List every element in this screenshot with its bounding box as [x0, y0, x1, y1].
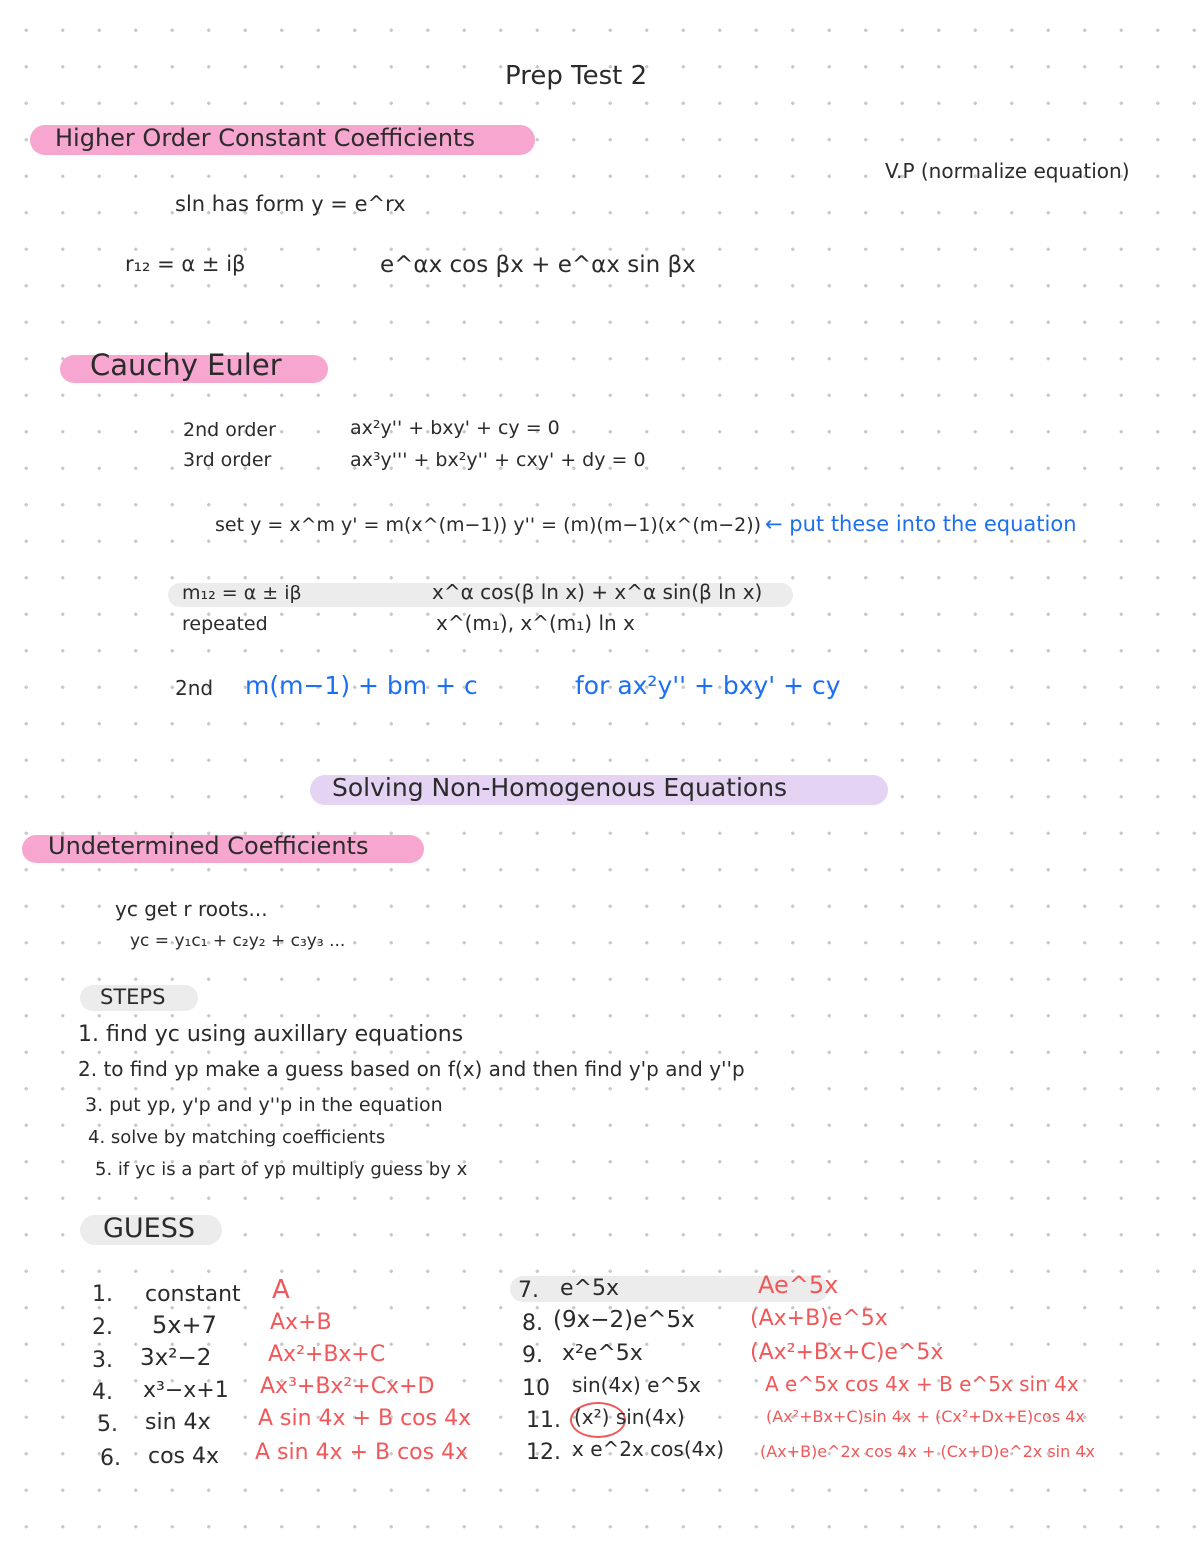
- guess-row-3-function: 3x²−2: [140, 1345, 212, 1371]
- guess-row-5-number: 5.: [97, 1412, 118, 1437]
- heading-undetermined: Undetermined Coefficients: [48, 832, 369, 860]
- aux-label: 2nd: [175, 676, 214, 700]
- guess-row-10-guess: A e^5x cos 4x + B e^5x sin 4x: [765, 1372, 1079, 1396]
- guess-row-12-function: x e^2x cos(4x): [572, 1437, 724, 1461]
- guess-row-8-number: 8.: [522, 1311, 543, 1336]
- complex-roots: r₁₂ = α ± iβ: [125, 252, 246, 276]
- page-title: Prep Test 2: [505, 61, 648, 91]
- guess-row-5-function: sin 4x: [145, 1410, 211, 1435]
- ce-repeated-solution: x^(m₁), x^(m₁) ln x: [436, 611, 635, 635]
- step-4: 4. solve by matching coefficients: [88, 1127, 386, 1148]
- guess-row-1-guess: A: [272, 1275, 290, 1305]
- yc-roots-line: yc get r roots...: [115, 897, 268, 921]
- guess-row-10-function: sin(4x) e^5x: [572, 1373, 701, 1397]
- guess-row-1-number: 1.: [92, 1282, 113, 1307]
- aux-for: for ax²y'' + bxy' + cy: [575, 671, 841, 700]
- heading-cauchy-euler: Cauchy Euler: [90, 348, 282, 382]
- step-1: 1. find yc using auxillary equations: [78, 1022, 464, 1047]
- guess-row-11-function: (x²) sin(4x): [574, 1405, 685, 1429]
- second-order-equation: ax²y'' + bxy' + cy = 0: [350, 417, 560, 439]
- ce-repeated-label: repeated: [182, 613, 268, 635]
- ce-complex-solution: x^α cos(β ln x) + x^α sin(β ln x): [432, 580, 763, 604]
- vp-note: V.P (normalize equation): [885, 159, 1130, 183]
- guess-row-12-number: 12.: [526, 1440, 561, 1465]
- guess-row-10-number: 10: [522, 1376, 550, 1401]
- put-note: ← put these into the equation: [765, 512, 1077, 536]
- guess-row-6-number: 6.: [100, 1446, 121, 1471]
- yc-sum-line: yc = y₁c₁ + c₂y₂ + c₃y₃ ...: [130, 931, 346, 951]
- guess-row-11-guess: (Ax²+Bx+C)sin 4x + (Cx²+Dx+E)cos 4x: [766, 1407, 1085, 1426]
- guess-row-3-number: 3.: [92, 1348, 113, 1373]
- guess-row-4-guess: Ax³+Bx²+Cx+D: [260, 1374, 435, 1399]
- solution-form: sln has form y = e^rx: [175, 192, 406, 216]
- step-3: 3. put yp, y'p and y''p in the equation: [85, 1094, 443, 1116]
- guess-row-5-guess: A sin 4x + B cos 4x: [258, 1406, 472, 1431]
- guess-row-4-number: 4.: [92, 1380, 113, 1405]
- guess-row-11-number: 11.: [526, 1408, 561, 1433]
- guess-row-1-function: constant: [145, 1282, 241, 1307]
- guess-row-7-guess: Ae^5x: [758, 1271, 839, 1299]
- guess-row-6-guess: A sin 4x + B cos 4x: [255, 1440, 469, 1465]
- step-5: 5. if yc is a part of yp multiply guess by x: [95, 1159, 468, 1180]
- guess-row-7-function: e^5x: [560, 1276, 619, 1301]
- guess-row-6-function: cos 4x: [148, 1444, 220, 1469]
- third-order-label: 3rd order: [183, 449, 272, 471]
- heading-nonhomogeneous: Solving Non-Homogenous Equations: [332, 773, 788, 802]
- guess-row-8-guess: (Ax+B)e^5x: [750, 1306, 888, 1331]
- third-order-equation: ax³y''' + bx²y'' + cxy' + dy = 0: [350, 449, 646, 471]
- step-2: 2. to find yp make a guess based on f(x) and then find y'p and y''p: [78, 1057, 745, 1081]
- second-order-label: 2nd order: [183, 419, 276, 441]
- steps-label: STEPS: [100, 985, 166, 1009]
- guess-label: GUESS: [103, 1213, 196, 1244]
- guess-row-12-guess: (Ax+B)e^2x cos 4x + (Cx+D)e^2x sin 4x: [760, 1442, 1095, 1461]
- guess-row-9-number: 9.: [522, 1343, 543, 1368]
- complex-solution: e^αx cos βx + e^αx sin βx: [380, 252, 696, 278]
- guess-row-2-number: 2.: [92, 1315, 113, 1340]
- guess-row-3-guess: Ax²+Bx+C: [268, 1342, 386, 1367]
- heading-higher-order: Higher Order Constant Coefficients: [55, 124, 475, 152]
- ce-complex-roots: m₁₂ = α ± iβ: [182, 582, 302, 604]
- guess-row-7-number: 7.: [518, 1278, 539, 1303]
- guess-row-9-function: x²e^5x: [562, 1341, 643, 1366]
- guess-row-8-function: (9x−2)e^5x: [553, 1307, 695, 1333]
- set-substitution: set y = x^m y' = m(x^(m−1)) y'' = (m)(m−1)(x^(m−2)): [215, 514, 762, 536]
- aux-equation: m(m−1) + bm + c: [245, 671, 478, 700]
- guess-row-2-function: 5x+7: [152, 1311, 217, 1339]
- guess-row-4-function: x³−x+1: [143, 1378, 229, 1403]
- guess-row-9-guess: (Ax²+Bx+C)e^5x: [750, 1340, 944, 1365]
- guess-row-2-guess: Ax+B: [270, 1310, 332, 1335]
